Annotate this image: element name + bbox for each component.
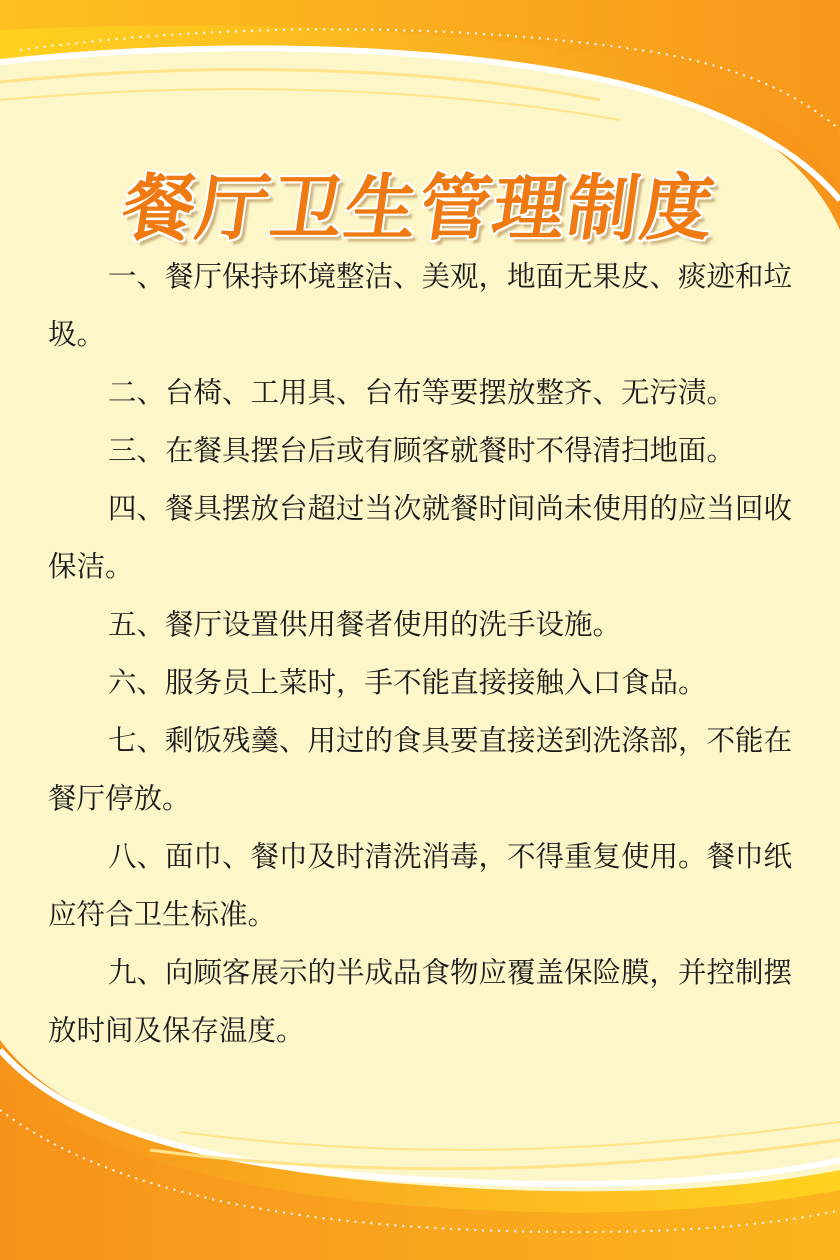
rule-item: 七、剩饭残羹、用过的食具要直接送到洗涤部，不能在餐厅停放。 <box>48 724 793 815</box>
rule-item: 一、餐厅保持环境整洁、美观，地面无果皮、痰迹和垃圾。 <box>48 260 793 351</box>
rule-item: 五、餐厅设置供用餐者使用的洗手设施。 <box>108 608 622 641</box>
rules-list <box>48 248 798 1060</box>
page-title: 餐厅卫生管理制度 <box>117 166 722 250</box>
rule-item: 二、台椅、工用具、台布等要摆放整齐、无污渍。 <box>108 376 736 409</box>
rule-item: 九、向顾客展示的半成品食物应覆盖保险膜，并控制摆放时间及保存温度。 <box>48 956 793 1047</box>
rule-item: 八、面巾、餐巾及时清洗消毒，不得重复使用。餐巾纸应符合卫生标准。 <box>48 840 793 931</box>
rule-item: 四、餐具摆放台超过当次就餐时间尚未使用的应当回收保洁。 <box>48 492 793 583</box>
rule-item: 六、服务员上菜时，手不能直接接触入口食品。 <box>108 666 707 699</box>
rule-item: 三、在餐具摆台后或有顾客就餐时不得清扫地面。 <box>108 434 736 467</box>
